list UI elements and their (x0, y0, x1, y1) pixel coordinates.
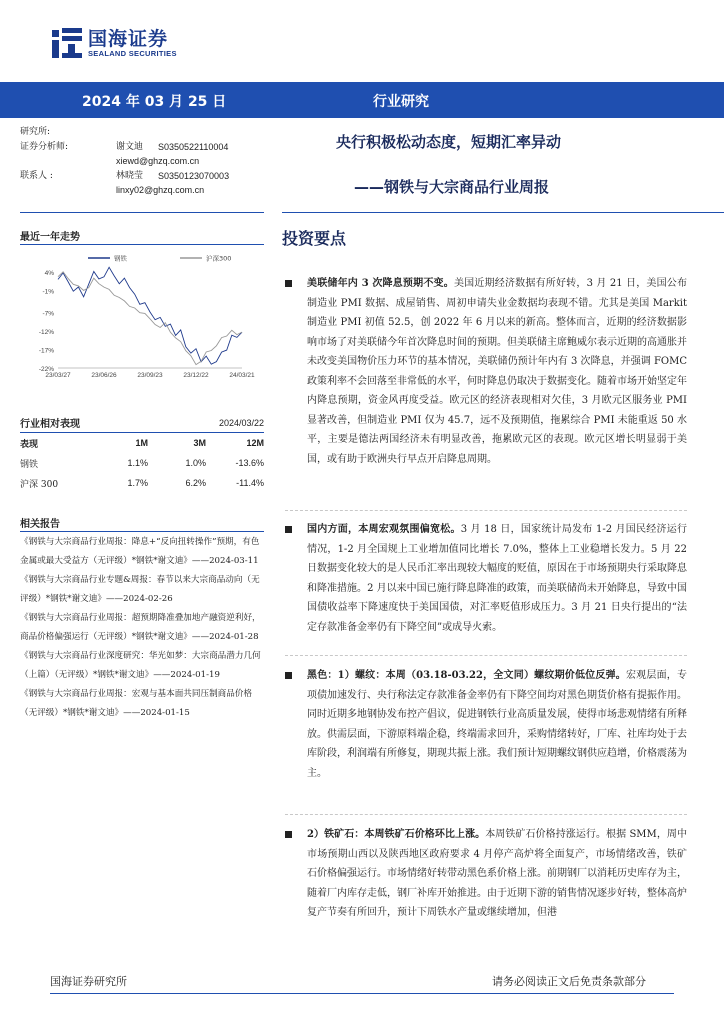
key-point-body: 宏观层面，专项债加速发行、央行称法定存款准备金率仍有下降空间均对黑色期货价格有提振作用。同时近期多地钢协发布控产倡议，促进钢铁行业高质量发展，使得市场悲观情绪有所释放。供需层面，下游原料端企稳，终端需求回升，采购情绪转好，厂库、社库均处于去库阶段，利润端有所修复，期现共振上涨。我们预计短期螺纹钢供应趋增，价格震荡为主。 (307, 670, 687, 779)
bullet-icon (285, 831, 292, 838)
x-tick-label: 23/09/23 (137, 372, 163, 379)
key-point-1 (285, 274, 687, 469)
table-cell: -11.4% (236, 478, 264, 488)
column-header: 3M (193, 438, 206, 448)
bullet-icon (285, 526, 292, 533)
divider (20, 212, 264, 213)
bullet-icon (285, 672, 292, 679)
divider (285, 510, 687, 511)
contact-email[interactable]: linxy02@ghzq.com.cn (116, 185, 205, 195)
divider (285, 814, 687, 815)
x-tick-label: 23/06/26 (91, 372, 117, 379)
x-tick-label: 23/12/22 (183, 372, 209, 379)
divider (20, 244, 264, 245)
divider (20, 531, 264, 532)
table-row (20, 473, 264, 493)
table-cell: 1.7% (127, 478, 148, 488)
report-subtitle: ——钢铁与大宗商品行业周报 (354, 178, 550, 196)
report-date: 2024 年 03 月 25 日 (82, 94, 227, 110)
logo-mark-icon (50, 26, 84, 60)
column-header: 表现 (20, 439, 39, 450)
bullet-icon (285, 280, 292, 287)
performance-heading: 行业相对表现 (20, 419, 80, 430)
table-row (20, 453, 264, 473)
key-point-lead: 国内方面，本周宏观氛围偏宽松。 (307, 524, 461, 535)
series-line-1 (58, 272, 242, 365)
x-tick-label: 24/03/21 (229, 372, 255, 379)
table-cell: 1.1% (127, 458, 148, 468)
company-logo (50, 26, 177, 60)
related-heading: 相关报告 (20, 519, 60, 530)
key-point-lead: 黑色：1）螺纹：本周（03.18-03.22，全文同）螺纹期价低位反弹。 (307, 670, 626, 681)
series-line-0 (58, 267, 242, 364)
report-title: 央行积极松动态度，短期汇率异动 (336, 133, 562, 151)
contact-name: 林晓莹 (116, 170, 144, 181)
key-point-3 (285, 666, 687, 783)
legend-label: 钢铁 (114, 254, 127, 263)
key-point-lead: 2）铁矿石：本周铁矿石价格环比上涨。 (307, 829, 486, 840)
contact-code: S0350123070003 (158, 170, 230, 181)
y-tick-label: 4% (44, 270, 54, 277)
table-header-row (20, 433, 264, 453)
report-type: 行业研究 (373, 94, 429, 110)
key-point-lead: 美联储年内 3 次降息预期不变。 (307, 278, 454, 289)
footer-left: 国海证券研究所 (50, 975, 127, 988)
y-tick-label: -1% (42, 288, 54, 296)
column-header: 12M (246, 438, 264, 448)
y-tick-label: -22% (38, 366, 54, 373)
table-cell: 沪深 300 (20, 479, 59, 490)
y-tick-label: -7% (42, 310, 54, 318)
y-tick-label: -12% (38, 329, 54, 337)
performance-table (20, 413, 264, 493)
section-heading: 投资要点 (282, 229, 347, 248)
key-point-4 (285, 825, 687, 923)
related-report-item[interactable]: 《钢铁与大宗商品行业专题&周报：春节以来大宗商品动向（无评级）*钢铁*谢文迪》——2024-02-26 (20, 575, 260, 604)
key-point-body: 3 月 18 日，国家统计局发布 1-2 月国民经济运行情况，1-2 月全国规上工业增加值同比增长 7.0%，整体上工业稳增长发力。5 月 22 日数据变化较大的是人民币汇率出现较大幅度的贬值，原因在于市场预期央行采取降息和降准措施。2 月以来中国已施行降息降准的政策，而美联储尚未开始降息，导致中国国债收益率下降速度快于美国国债，对汇率贬值形成压力。3 月 21 日央行提出的“法定存款准备金率仍有下降空间”或成导火索。 (307, 524, 687, 633)
key-point-2 (285, 520, 687, 637)
trend-heading: 最近一年走势 (20, 232, 80, 243)
related-report-item[interactable]: 《钢铁与大宗商品行业深度研究：华光如梦：大宗商品潜力几何（上篇）（无评级）*钢铁*谢文迪》——2024-01-19 (20, 651, 261, 680)
related-report-item[interactable]: 《钢铁与大宗商品行业周报：超预期降准叠加地产融资逆利好，商品价格偏强运行（无评级）*钢铁*谢文迪》——2024-01-28 (20, 613, 261, 642)
logo-cn: 国海证券 (88, 27, 169, 50)
table-cell: 1.0% (185, 458, 206, 468)
x-tick-label: 23/03/27 (45, 372, 71, 379)
related-report-item[interactable]: 《钢铁与大宗商品行业周报：宏观与基本面共同压制商品价格（无评级）*钢铁*谢文迪》——2024-01-15 (20, 689, 253, 718)
logo-en: SEALAND SECURITIES (88, 48, 177, 58)
footer-right: 请务必阅读正文后免责条款部分 (492, 975, 646, 988)
contact-label: 联系人 : (20, 170, 53, 181)
header-banner (0, 82, 724, 118)
key-point-body: 美国近期经济数据有所好转，3 月 21 日，美国公布制造业 PMI 数据、成屋销售、周初申请失业金数据均表现不错。尤其是美国 Markit 制造业 PMI 初值 52.5，创 2022 年 6 月以来的新高。整体而言，近期的经济数据影响市场了对美联储今年首次降息时间的预期。但美联储主席鲍威尔表示近期的高通胀并未改变美国物价压力环节的基本情况，美联储仍预计年内有 3 次降息，并强调 FOMC 政策利率不会回落至非常低的水平，何时降息仍取决于数据变化。随着市场开始坚定年内降息预期，资金风再度受益。欧元区的经济表现相对欠佳，3 月欧元区服务业 PMI 显著改善，但制造业 PMI 仅为 45.7，远不及预期值，拖累综合 PMI 未能重返 50 水平，主要是德法两国经济未有明显改善，拖累欧元区的表现。欧元区增长明显弱于美国，或有助于欧洲央行早点开启降息周期。 (307, 278, 688, 465)
divider (282, 212, 724, 213)
divider (285, 655, 687, 656)
analyst-block (20, 125, 229, 198)
related-reports-list (20, 533, 266, 723)
analyst-email[interactable]: xiewd@ghzq.com.cn (116, 156, 200, 166)
table-cell: 钢铁 (20, 459, 39, 470)
trend-chart (20, 250, 264, 385)
table-cell: 6.2% (185, 478, 206, 488)
footer-divider (50, 993, 674, 994)
table-cell: -13.6% (235, 458, 264, 468)
analyst-heading: 研究所: (20, 127, 51, 137)
analyst-code: S0350522110004 (158, 141, 229, 152)
y-tick-label: -17% (38, 347, 54, 355)
column-header: 1M (135, 438, 148, 448)
performance-date: 2024/03/22 (218, 417, 264, 428)
legend-label: 沪深300 (206, 254, 232, 263)
analyst-label: 证券分析师: (20, 141, 69, 152)
analyst-name: 谢文迪 (116, 141, 144, 152)
key-point-body: 本周铁矿石价格持涨运行。根据 SMM，周中市场预期山西以及陕西地区政府要求 4 月停产高炉将全面复产，市场情绪改善，铁矿石价格偏强运行。市场情绪好转带动黑色系价格上涨。前期钢厂以消耗历史库存为主，随着厂内库存走低，钢厂补库开始推进。由于近期下游的销售情况逐步好转，整体高炉复产节奏有所回升，预计下周铁水产量或继续增加，但港 (307, 829, 687, 918)
related-report-item[interactable]: 《钢铁与大宗商品行业周报：降息+“反向扭转操作”预期，有色金属或最大受益方（无评级）*钢铁*谢文迪》——2024-03-11 (20, 537, 260, 566)
